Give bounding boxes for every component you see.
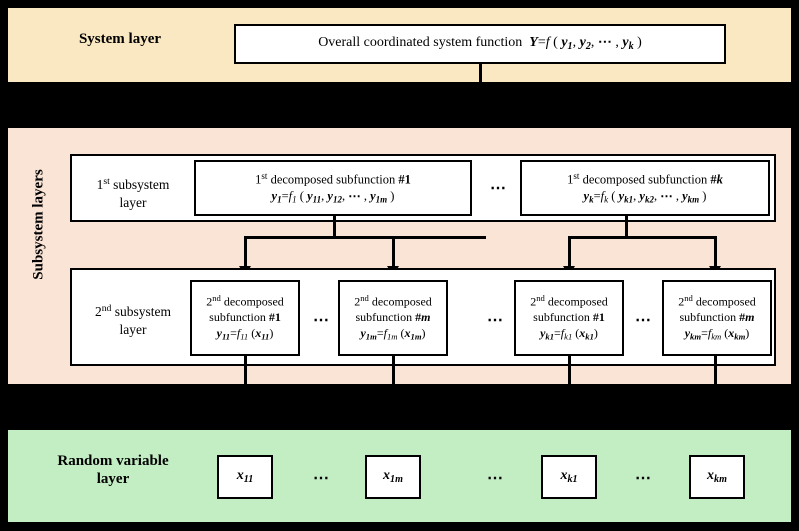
sub2-box-3-title: 2nd decomposed subfunction #1 [530, 292, 608, 325]
sub2-ellipsis-2: ⋯ [487, 312, 503, 329]
connector-sub1a-bus [244, 236, 486, 239]
connector-sub1b-down [625, 216, 628, 238]
system-function-box [234, 24, 726, 64]
connector-sub1b-bus [568, 236, 716, 239]
connector-sub2-3-drop [568, 236, 571, 268]
system-function-text: Overall coordinated system function Y=f ( $y_1$, $y_2$, ⋯ , $y_k$ ) [318, 35, 642, 53]
sub2-box-3 [514, 280, 624, 356]
sub1-box-2-title: 1st decomposed subfunction #k [567, 170, 723, 187]
connector-sub1a-down [333, 216, 336, 238]
sub2-box-3-formula: $y_{k1}=f_{k1}$ $(x_{k1})$ [540, 326, 598, 342]
variable-ellipsis-2: ⋯ [487, 470, 503, 487]
variable-box-4 [689, 455, 745, 499]
connector-sub2-2-drop [392, 236, 395, 268]
sub2-box-1 [190, 280, 300, 356]
variable-ellipsis-1: ⋯ [313, 470, 329, 487]
variable-box-3-text: $x_{k1}$ [560, 468, 578, 486]
sub2-box-1-formula: $y_{11}=f_{11}$ $(x_{11})$ [216, 326, 274, 342]
connector-system-to-sub1-stem [479, 64, 482, 126]
sub1-box-1-title: 1st decomposed subfunction #1 [255, 170, 411, 187]
variable-box-1-text: $x_{11}$ [236, 468, 254, 486]
sub1-box-2 [520, 160, 770, 216]
sub2-box-2-title: 2nd decomposed subfunction #m [354, 292, 432, 325]
variable-box-2 [365, 455, 421, 499]
sub1-box-2-formula: $y_k=f_k$ ( $y_{k1}$, $y_{k2}$, ⋯ , $y_{km}$ ) [583, 189, 707, 205]
sub2-box-4-formula: $y_{km}=f_{km}$ $(x_{km})$ [684, 326, 750, 342]
variable-box-1 [217, 455, 273, 499]
sub1-box-1-formula: $y_1=f_1$ ( $y_{11}$, $y_{12}$, ⋯ , $y_{1m}$ ) [271, 189, 395, 205]
sub2-box-2-formula: $y_{1m}=f_{1m}$ $(x_{1m})$ [360, 326, 426, 342]
sub2-box-4-title: 2nd decomposed subfunction #m [678, 292, 756, 325]
sub2-ellipsis-1: ⋯ [313, 312, 329, 329]
variable-ellipsis-3: ⋯ [635, 470, 651, 487]
subsystem-layers-label: Subsystem layers [30, 169, 47, 280]
sub2-box-4 [662, 280, 772, 356]
sub1-box-1 [194, 160, 472, 216]
random-variable-label: Random variable layer [57, 453, 169, 487]
subsystem-layer-1-label: 1st subsystem layer [96, 176, 170, 210]
variable-box-4-text: $x_{km}$ [707, 468, 727, 486]
sub2-box-1-title: 2nd decomposed subfunction #1 [206, 292, 284, 325]
sub2-ellipsis-3: ⋯ [635, 312, 651, 329]
variable-box-3 [541, 455, 597, 499]
system-layer-label: System layer [78, 31, 162, 47]
connector-sub2-4-drop [714, 236, 717, 268]
subsystem-layer-2-label: 2nd subsystem layer [94, 303, 172, 337]
sub1-ellipsis: ⋯ [490, 180, 506, 197]
sub2-box-2 [338, 280, 448, 356]
variable-box-2-text: $x_{1m}$ [383, 468, 403, 486]
connector-sub2-1-drop [244, 236, 247, 268]
